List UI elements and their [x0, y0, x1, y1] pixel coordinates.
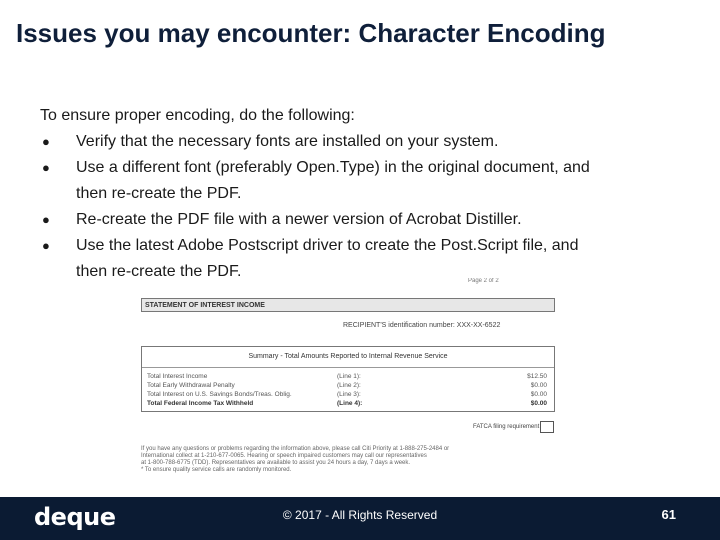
doc-summary-box [141, 346, 555, 412]
doc-note-line: * To ensure quality service calls are randomly monitored. [141, 467, 292, 473]
doc-page-label: Page 2 of 2 [468, 278, 499, 284]
doc-recipient-id: RECIPIENT'S identification number: XXX-XX-6522 [343, 322, 501, 329]
footer-bar [0, 497, 720, 540]
bullet-text: Verify that the necessary fonts are installed on your system. [76, 133, 499, 150]
doc-fatca-checkbox [540, 421, 554, 433]
doc-row-line: (Line 4): [337, 400, 363, 407]
page-number: 61 [661, 507, 676, 522]
bullet-dot-icon: ● [42, 212, 50, 227]
doc-note-line: at 1-800-788-6775 (TDD). Representatives are available to assist you 24 hours a day, 7 days a week. [141, 460, 411, 466]
slide-title: Issues you may encounter: Character Encoding [16, 18, 606, 48]
doc-divider [142, 367, 554, 368]
bullet-text: Use the latest Adobe Postscript driver to create the Post.Script file, and [76, 237, 579, 254]
bullet-item [40, 155, 680, 207]
doc-fatca-label: FATCA filing requirement [473, 424, 540, 430]
doc-row-line: (Line 1): [337, 373, 361, 380]
doc-note-line: International collect at 1-210-677-0065. Hearing or speech impaired customers may call our representatives [141, 453, 427, 459]
intro-text: To ensure proper encoding, do the following: [40, 107, 355, 124]
bullet-text: then re-create the PDF. [76, 185, 242, 202]
doc-row-label: Total Interest on U.S. Savings Bonds/Treas. Oblig. [147, 391, 292, 398]
bullet-list [40, 129, 680, 285]
bullet-text: then re-create the PDF. [76, 263, 242, 280]
doc-summary-header: Summary - Total Amounts Reported to Internal Revenue Service [248, 353, 448, 360]
doc-note [141, 446, 551, 474]
bullet-dot-icon: ● [42, 238, 50, 253]
doc-row-amount: $0.00 [530, 391, 547, 398]
bullet-item [40, 129, 680, 155]
bullet-dot-icon: ● [42, 160, 50, 175]
doc-row-label: Total Federal Income Tax Withheld [147, 400, 254, 407]
doc-row-line: (Line 3): [337, 391, 361, 398]
doc-row-label: Total Early Withdrawal Penalty [147, 382, 235, 389]
copyright-text: © 2017 - All Rights Reserved [282, 508, 438, 522]
doc-row-amount: $0.00 [530, 400, 547, 407]
doc-row-label: Total Interest Income [147, 373, 208, 380]
bullet-text: Use a different font (preferably Open.Type) in the original document, and [76, 159, 590, 176]
bullet-dot-icon: ● [42, 134, 50, 149]
tax-statement-image [138, 278, 558, 483]
doc-note-line: If you have any questions or problems regarding the information above, please call Citi Priority at 1-888-275-2484 or [141, 446, 450, 452]
doc-row-line: (Line 2): [337, 382, 361, 389]
doc-row-amount: $0.00 [530, 382, 547, 389]
doc-row-amount: $12.50 [527, 373, 547, 380]
logo-text: deque [34, 503, 116, 531]
bullet-text: Re-create the PDF file with a newer version of Acrobat Distiller. [76, 211, 522, 228]
bullet-item [40, 207, 680, 233]
slide-body [40, 103, 680, 285]
doc-section-title: STATEMENT OF INTEREST INCOME [141, 298, 555, 312]
